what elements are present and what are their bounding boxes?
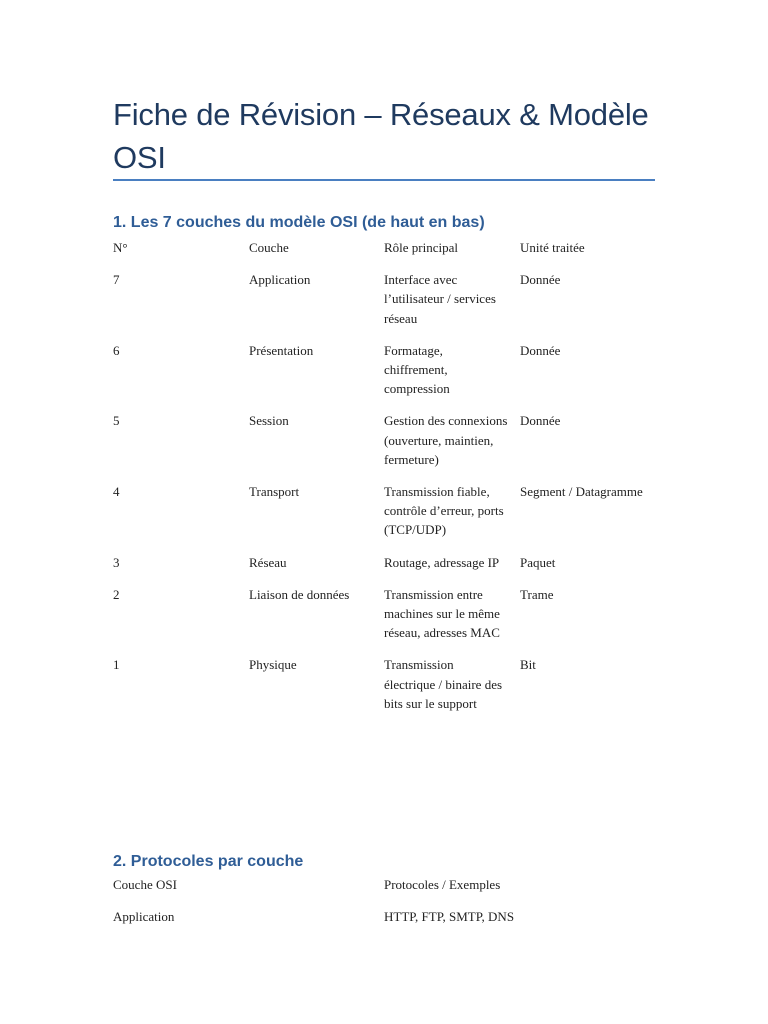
layer-role: Interface avec l’utilisateur / services réseau (384, 272, 496, 326)
layer-unit: Bit (520, 657, 536, 673)
table-row (113, 270, 655, 328)
section-heading-protocols: 2. Protocoles par couche (113, 853, 304, 870)
title-divider (113, 179, 655, 181)
layer-number: 7 (113, 272, 120, 288)
layer-name: Physique (249, 657, 297, 673)
column-header-role: Rôle principal (384, 240, 459, 255)
protocol-layer: Application (113, 909, 175, 925)
section-heading-osi-layers: 1. Les 7 couches du modèle OSI (de haut en bas) (113, 214, 485, 231)
layer-role: Transmission entre machines sur le même réseau, adresses MAC (384, 586, 500, 641)
layer-role: Gestion des connexions (ouverture, maintien, fermeture) (384, 413, 508, 467)
layer-role: Transmission électrique / binaire des bits sur le support (384, 657, 503, 711)
layer-name: Réseau (249, 554, 287, 570)
layer-role: Transmission fiable, contrôle d’erreur, ports (TCP/UDP) (384, 484, 504, 538)
column-header-protocols: Protocoles / Exemples (384, 877, 501, 892)
layer-number: 3 (113, 554, 120, 570)
layer-number: 5 (113, 413, 120, 429)
layer-name: Présentation (249, 342, 314, 358)
layer-role: Routage, adressage IP (384, 554, 500, 570)
layer-unit: Donnée (520, 413, 561, 429)
protocols-table (113, 875, 655, 939)
document-title: Fiche de Révision – Réseaux & Modèle OSI (113, 97, 649, 175)
layer-unit: Trame (520, 586, 554, 602)
layer-number: 4 (113, 484, 120, 500)
layer-number: 6 (113, 342, 120, 358)
column-header-number: N° (113, 240, 128, 255)
layer-number: 2 (113, 586, 120, 602)
layer-name: Liaison de données (249, 586, 350, 602)
table-row (113, 655, 655, 713)
layer-unit: Donnée (520, 342, 561, 358)
layer-unit: Segment / Datagramme (520, 484, 643, 500)
table-row (113, 907, 655, 926)
column-header-osi-layer: Couche OSI (113, 877, 177, 892)
osi-layers-table (113, 238, 655, 726)
table-row (113, 482, 655, 540)
column-header-layer: Couche (249, 240, 289, 255)
table-header-row (113, 238, 655, 257)
layer-name: Transport (249, 484, 300, 500)
table-row (113, 553, 655, 572)
layer-unit: Paquet (520, 554, 556, 570)
layer-name: Application (249, 272, 311, 288)
layer-number: 1 (113, 657, 120, 673)
table-row (113, 341, 655, 399)
layer-name: Session (249, 413, 289, 429)
table-row (113, 411, 655, 469)
table-row (113, 585, 655, 643)
protocol-examples: HTTP, FTP, SMTP, DNS (384, 909, 515, 925)
layer-role: Formatage, chiffrement, compression (384, 342, 450, 397)
layer-unit: Donnée (520, 272, 561, 288)
column-header-unit: Unité traitée (520, 240, 585, 255)
table-header-row (113, 875, 655, 894)
